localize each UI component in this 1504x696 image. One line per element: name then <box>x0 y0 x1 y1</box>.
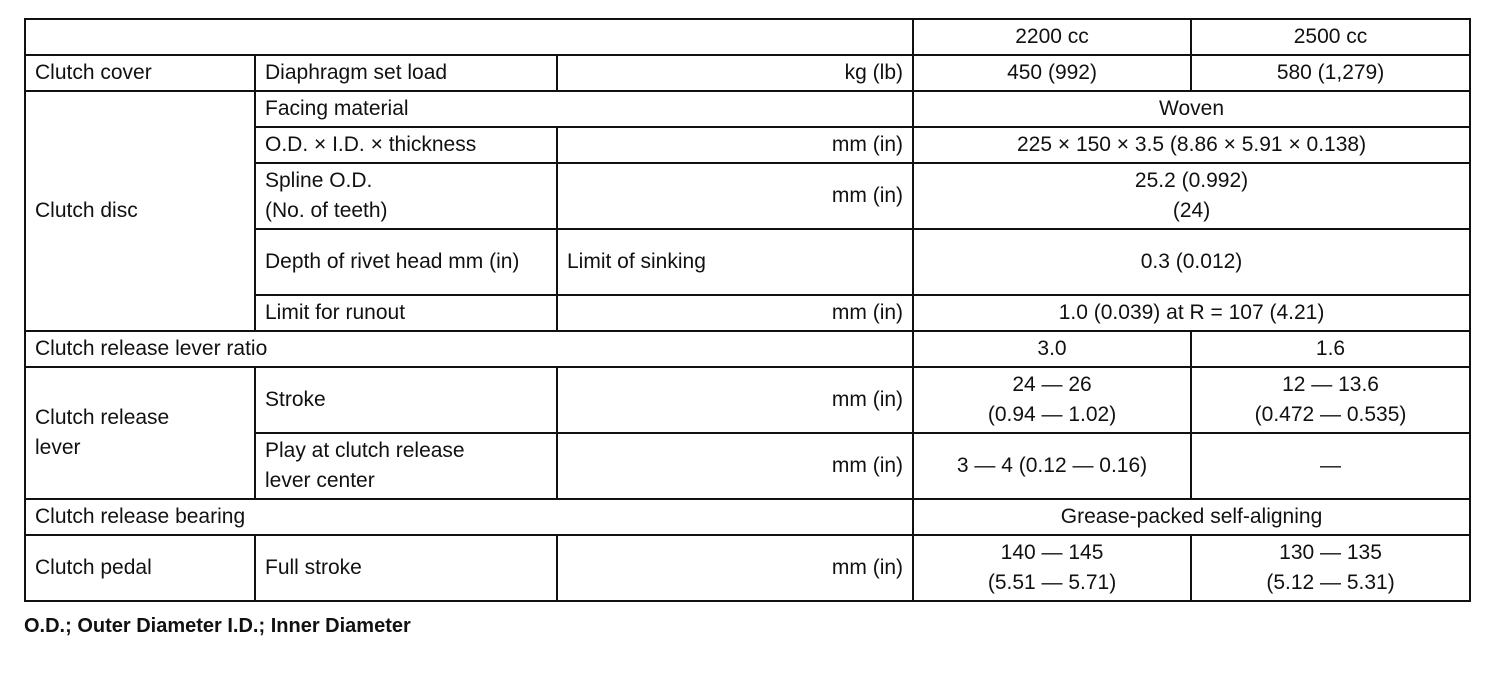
value-2500cc: 1.6 <box>1191 331 1470 367</box>
value-both: Grease-packed self-aligning <box>913 499 1470 535</box>
row-item-label: O.D. × I.D. × thickness <box>255 127 557 163</box>
table-row <box>25 55 1470 91</box>
value-2500cc: — <box>1191 433 1470 499</box>
value-both: 225 × 150 × 3.5 (8.86 × 5.91 × 0.138) <box>913 127 1470 163</box>
row-item-label: Spline O.D. (No. of teeth) <box>255 163 557 229</box>
row-unit: mm (in) <box>557 367 913 433</box>
row-unit: mm (in) <box>557 127 913 163</box>
value-2200cc: 3.0 <box>913 331 1191 367</box>
header-blank <box>25 19 913 55</box>
row-item-label: Limit for runout <box>255 295 557 331</box>
value-2500cc: 130 — 135 (5.12 — 5.31) <box>1191 535 1470 601</box>
table-row <box>25 331 1470 367</box>
table-row <box>25 91 1470 127</box>
row-unit: mm (in) <box>557 535 913 601</box>
value-both: 25.2 (0.992) (24) <box>913 163 1470 229</box>
value-2500cc: 12 — 13.6 (0.472 — 0.535) <box>1191 367 1470 433</box>
value-2200cc: 24 — 26 (0.94 — 1.02) <box>913 367 1191 433</box>
table-row <box>25 367 1470 433</box>
value-both: 1.0 (0.039) at R = 107 (4.21) <box>913 295 1470 331</box>
value-2200cc: 450 (992) <box>913 55 1191 91</box>
row-item-label: Full stroke <box>255 535 557 601</box>
row-item-label: Facing material <box>255 91 913 127</box>
value-2500cc: 580 (1,279) <box>1191 55 1470 91</box>
row-group-label: Clutch release lever <box>25 367 255 499</box>
value-both: 0.3 (0.012) <box>913 229 1470 295</box>
row-unit: mm (in) <box>557 295 913 331</box>
row-unit: mm (in) <box>557 163 913 229</box>
value-2200cc: 140 — 145 (5.51 — 5.71) <box>913 535 1191 601</box>
row-item-label: Play at clutch release lever center <box>255 433 557 499</box>
row-unit: kg (lb) <box>557 55 913 91</box>
header-2200cc: 2200 cc <box>913 19 1191 55</box>
row-group-label: Clutch release lever ratio <box>25 331 913 367</box>
value-2200cc: 3 — 4 (0.12 — 0.16) <box>913 433 1191 499</box>
row-group-label: Clutch disc <box>25 91 255 331</box>
clutch-spec-table <box>24 18 1471 602</box>
footnote: O.D.; Outer Diameter I.D.; Inner Diameter <box>24 615 411 637</box>
table-row <box>25 499 1470 535</box>
value-both: Woven <box>913 91 1470 127</box>
row-item-label: Diaphragm set load <box>255 55 557 91</box>
row-item-label: Stroke <box>255 367 557 433</box>
table-header-row <box>25 19 1470 55</box>
row-group-label: Clutch release bearing <box>25 499 913 535</box>
row-item-label: Depth of rivet head mm (in) <box>255 229 557 295</box>
row-unit: mm (in) <box>557 433 913 499</box>
row-group-label: Clutch cover <box>25 55 255 91</box>
row-group-label: Clutch pedal <box>25 535 255 601</box>
table-row <box>25 535 1470 601</box>
header-2500cc: 2500 cc <box>1191 19 1470 55</box>
row-sub-label: Limit of sinking <box>557 229 913 295</box>
